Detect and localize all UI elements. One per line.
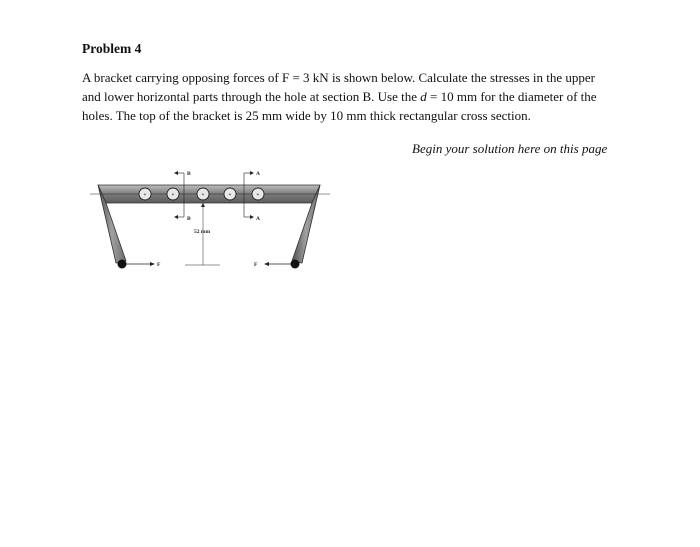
right-force-label: F (254, 262, 258, 268)
svg-text:+: + (201, 192, 205, 198)
section-b-top-label: B (187, 171, 191, 177)
statement-part-1: A bracket carrying opposing forces of F = 3 kN is shown below. Calculate the stresses in the upper and lower horizontal parts through the hole at section B. Use the (82, 70, 596, 104)
left-force-arrow (126, 262, 155, 266)
bolt-1 (139, 188, 151, 200)
bolt-5 (252, 188, 264, 200)
bolt-3 (197, 188, 209, 200)
left-force-label: F (157, 262, 161, 268)
dimension-label: 52 mm (194, 229, 211, 235)
bracket-figure (90, 165, 330, 280)
right-load-pin (291, 260, 300, 269)
statement-part-2: = 10 mm for the diameter of the holes. The top of the bracket is 25 mm wide by 10 mm thick rectangular cross section. (82, 89, 597, 123)
svg-text:+: + (228, 192, 232, 198)
section-a-top-label: A (256, 171, 260, 177)
svg-text:+: + (171, 192, 175, 198)
d-symbol: d (420, 89, 427, 104)
section-b-bottom-label: B (187, 216, 191, 222)
right-force-arrow (264, 262, 291, 266)
svg-text:+: + (143, 192, 147, 198)
bolt-2 (167, 188, 179, 200)
section-a-bottom-label: A (256, 216, 260, 222)
problem-statement (82, 68, 617, 125)
begin-solution-note: Begin your solution here on this page (412, 141, 608, 156)
problem-heading: Problem 4 (82, 41, 142, 56)
bolt-4 (224, 188, 236, 200)
svg-text:+: + (256, 192, 260, 198)
left-load-pin (118, 260, 127, 269)
